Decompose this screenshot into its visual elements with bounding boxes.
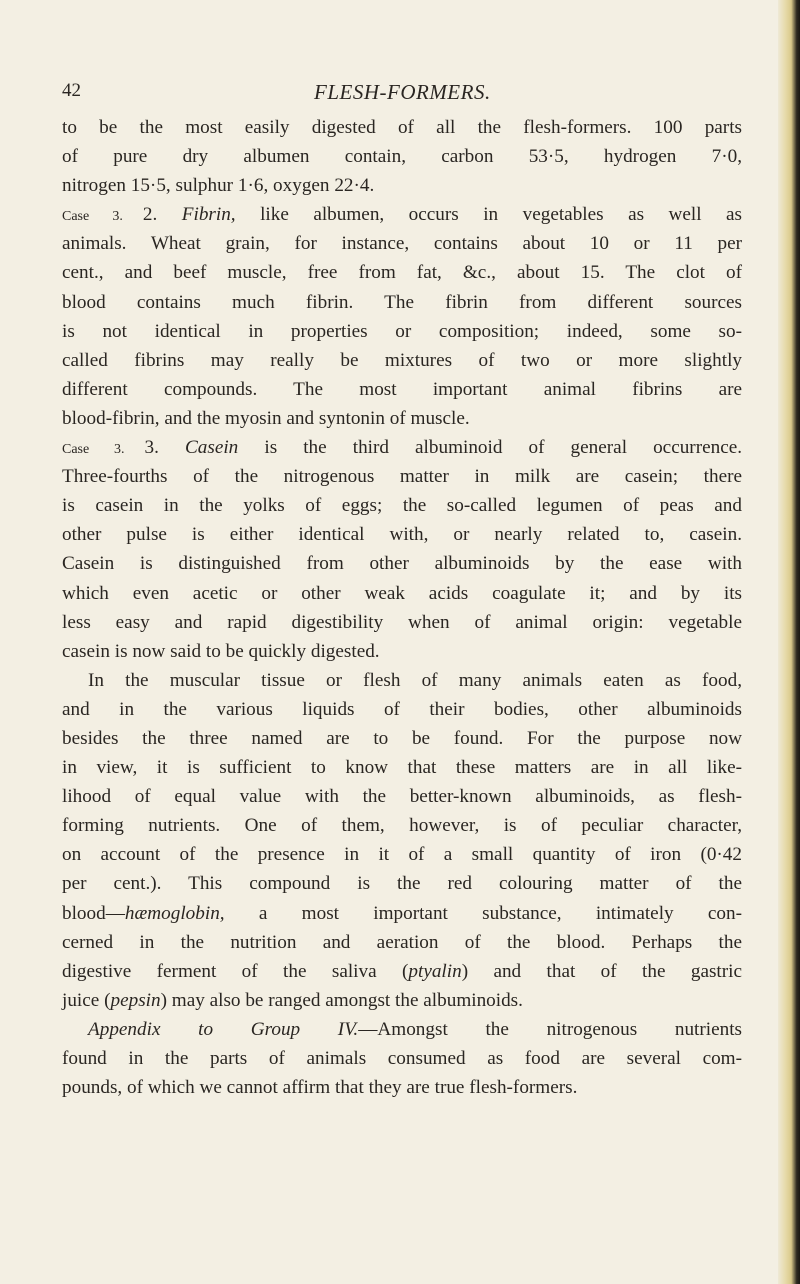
text-line: in view, it is sufficient to know that these matters are in all like- bbox=[62, 757, 742, 779]
text-line: Casein is distinguished from other albuminoids by the ease with bbox=[62, 553, 742, 575]
text-line: In the muscular tissue or flesh of many animals eaten as food, bbox=[88, 669, 742, 691]
page-edge-shadow bbox=[778, 0, 800, 1284]
text-run: blood— bbox=[62, 902, 125, 924]
page-number: 42 bbox=[62, 80, 81, 101]
text-line: to be the most easily digested of all the flesh-formers. 100 parts bbox=[62, 117, 742, 138]
text-run: —Amongst the nitrogenous nutrients bbox=[358, 1018, 742, 1040]
text-run: like albumen, occurs in vegetables as well as bbox=[260, 204, 743, 226]
term-appendix: Appendix to Group IV. bbox=[88, 1018, 359, 1040]
page-header bbox=[62, 80, 742, 112]
text-line bbox=[62, 433, 742, 462]
text-line bbox=[62, 200, 742, 229]
text-run: is the third albuminoid of general occurrence. bbox=[264, 437, 743, 459]
text-line: Three-fourths of the nitrogenous matter in milk are casein; there bbox=[62, 466, 742, 488]
text-line: blood-fibrin, and the myosin and syntonin of muscle. bbox=[62, 407, 470, 429]
text-run: juice ( bbox=[62, 989, 111, 1011]
margin-note-case: Case 3. bbox=[62, 209, 123, 225]
text-line: which even acetic or other weak acids coagulate it; and by its bbox=[62, 582, 742, 604]
text-line: on account of the presence in it of a small quantity of iron (0·42 bbox=[62, 844, 742, 866]
text-line: found in the parts of animals consumed as food are several com- bbox=[62, 1048, 742, 1069]
text-line: nitrogen 15·5, sulphur 1·6, oxygen 22·4. bbox=[62, 175, 375, 197]
text-line: is not identical in properties or composition; indeed, some so- bbox=[62, 320, 742, 342]
term-fibrin: Fibrin, bbox=[181, 204, 236, 226]
text-line: animals. Wheat grain, for instance, contains about 10 or 11 per bbox=[62, 233, 742, 255]
text-line: of pure dry albumen contain, carbon 53·5, hydrogen 7·0, bbox=[62, 146, 742, 168]
text-line: cerned in the nutrition and aeration of the blood. Perhaps the bbox=[62, 931, 742, 953]
text-line: is casein in the yolks of eggs; the so-called legumen of peas and bbox=[62, 495, 742, 517]
text-line bbox=[62, 957, 742, 986]
text-run: ) may also be ranged amongst the albuminoids. bbox=[160, 989, 523, 1011]
text-line: cent., and beef muscle, free from fat, &c., about 15. The clot of bbox=[62, 262, 742, 284]
running-title: FLESH-FORMERS. bbox=[314, 80, 491, 104]
term-casein: Casein bbox=[184, 437, 239, 459]
text-line: pounds, of which we cannot affirm that they are true flesh-formers. bbox=[62, 1077, 578, 1099]
term-pepsin: pepsin bbox=[110, 989, 161, 1011]
text-line: other pulse is either identical with, or nearly related to, casein. bbox=[62, 524, 742, 546]
term-haemoglobin: hæmoglobin, bbox=[124, 902, 225, 924]
text-line: called fibrins may really be mixtures of two or more slightly bbox=[62, 349, 742, 371]
text-line: forming nutrients. One of them, however, is of peculiar character, bbox=[62, 815, 742, 837]
text-line: casein is now said to be quickly digested. bbox=[62, 640, 380, 662]
text-line: different compounds. The most important animal fibrins are bbox=[62, 378, 742, 400]
text-line: and in the various liquids of their bodies, other albuminoids bbox=[62, 698, 742, 720]
text-run: ) and that of the gastric bbox=[461, 960, 742, 982]
text-run: a most important substance, intimately con- bbox=[258, 902, 742, 924]
text-line bbox=[62, 899, 742, 928]
text-line bbox=[62, 986, 742, 1015]
item-number: 3. bbox=[144, 437, 159, 459]
text-line bbox=[62, 1015, 742, 1044]
margin-note-case: Case 3. bbox=[62, 442, 125, 458]
text-line: besides the three named are to be found. For the purpose now bbox=[62, 727, 742, 749]
term-ptyalin: ptyalin bbox=[408, 960, 462, 982]
item-number: 2. bbox=[142, 204, 158, 226]
text-run: digestive ferment of the saliva ( bbox=[62, 960, 409, 982]
text-line: per cent.). This compound is the red colouring matter of the bbox=[62, 873, 742, 895]
text-line: less easy and rapid digestibility when of animal origin: vegetable bbox=[62, 611, 742, 633]
body-text bbox=[62, 113, 742, 1102]
text-line: lihood of equal value with the better-known albuminoids, as flesh- bbox=[62, 786, 742, 808]
text-line: blood contains much fibrin. The fibrin from different sources bbox=[62, 291, 742, 313]
